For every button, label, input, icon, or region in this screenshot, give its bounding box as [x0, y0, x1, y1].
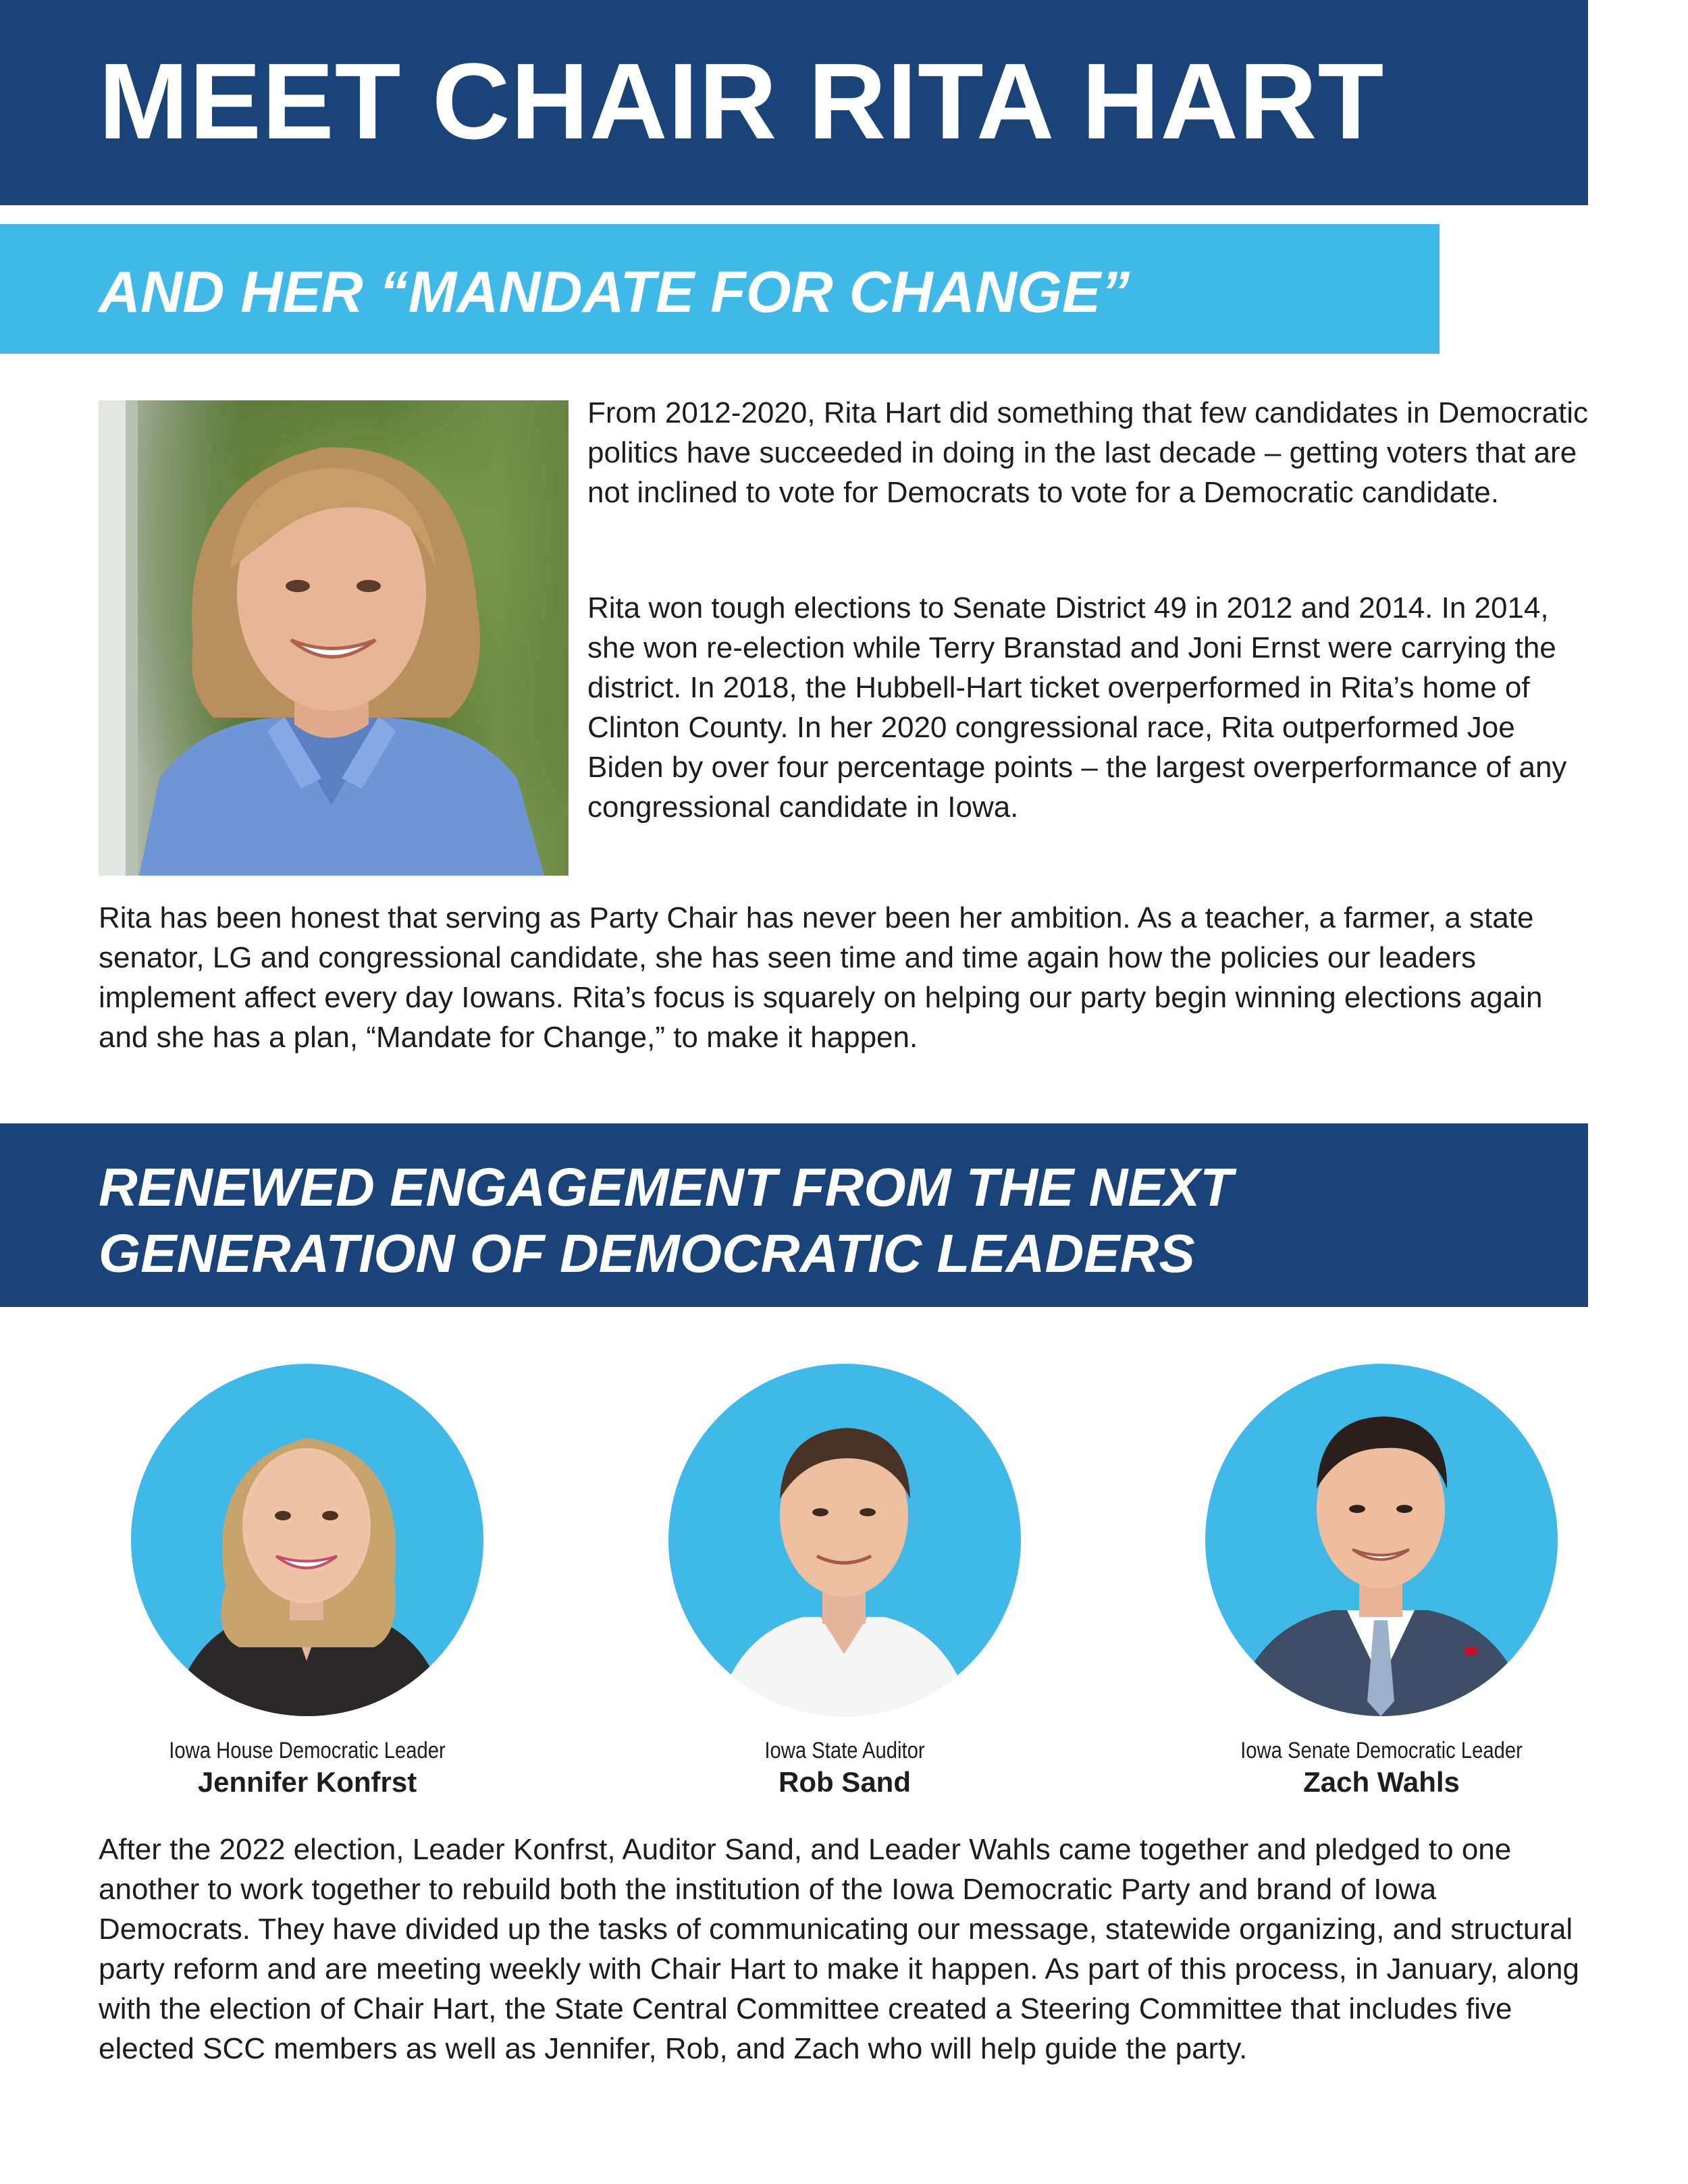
leader-name: Rob Sand	[779, 1766, 911, 1798]
page-title: MEET CHAIR RITA HART	[99, 41, 1385, 161]
closing-paragraph: After the 2022 election, Leader Konfrst, Auditor Sand, and Leader Wahls came together and pledged to one another to work together to rebuild both the institution of the Iowa Democratic Party and brand of Iowa Democrats. They have divided up the tasks of communicating our message, statewide organizing, and structural party reform and are meeting weekly with Chair Hart to make it happen. As part of this process, in January, along with the election of Chair Hart, the State Central Committee created a Steering Committee that includes five elected SCC members as well as Jennifer, Rob, and Zach who will help guide the party.	[99, 1833, 1579, 2065]
sand-portrait-illustration	[668, 1364, 1021, 1716]
leader-caption-sand	[608, 1736, 1081, 1800]
section-banner	[0, 1123, 1588, 1307]
subtitle-banner	[0, 224, 1440, 354]
leader-caption-wahls	[1145, 1736, 1618, 1800]
leader-role: Iowa House Democratic Leader	[169, 1738, 446, 1763]
wahls-portrait-illustration	[1205, 1364, 1558, 1716]
title-banner	[0, 0, 1588, 205]
portrait-illustration	[99, 400, 569, 876]
intro-paragraph-3: Rita has been honest that serving as Party Chair has never been her ambition. As a teacher, a farmer, a state senator, LG and congressional candidate, she has seen time and time again how the policies our leaders implement affect every day Iowans. Rita’s focus is squarely on helping our party begin winning elections again and she has a plan, “Mandate for Change,” to make it happen.	[99, 901, 1543, 1054]
jennifer-konfrst-photo	[131, 1364, 483, 1716]
section-heading: RENEWED ENGAGEMENT FROM THE NEXT GENERATION OF DEMOCRATIC LEADERS	[99, 1157, 1234, 1283]
intro-paragraph-2: Rita won tough elections to Senate District 49 in 2012 and 2014. In 2014, she won re-election while Terry Branstad and Joni Ernst were carrying the district. In 2018, the Hubbell-Hart ticket overperformed in Rita’s home of Clinton County. In her 2020 congressional race, Rita outperformed Joe Biden by over four percentage points – the largest overperformance of any congressional candidate in Iowa.	[587, 591, 1567, 824]
konfrst-portrait-illustration	[131, 1364, 483, 1716]
rob-sand-photo	[668, 1364, 1021, 1716]
leader-name: Jennifer Konfrst	[197, 1766, 417, 1798]
zach-wahls-photo	[1205, 1364, 1558, 1716]
leader-role: Iowa Senate Democratic Leader	[1240, 1738, 1523, 1763]
rita-hart-photo	[99, 400, 569, 876]
leader-role: Iowa State Auditor	[764, 1738, 925, 1763]
leader-caption-konfrst	[71, 1736, 544, 1800]
leader-name: Zach Wahls	[1303, 1766, 1460, 1798]
intro-paragraph-1: From 2012-2020, Rita Hart did something that few candidates in Democratic politics have succeeded in doing in the last decade – getting voters that are not inclined to vote for Democrats to vote for a Democratic candidate.	[587, 396, 1589, 509]
page-subtitle: AND HER “MANDATE FOR CHANGE”	[99, 260, 1130, 325]
